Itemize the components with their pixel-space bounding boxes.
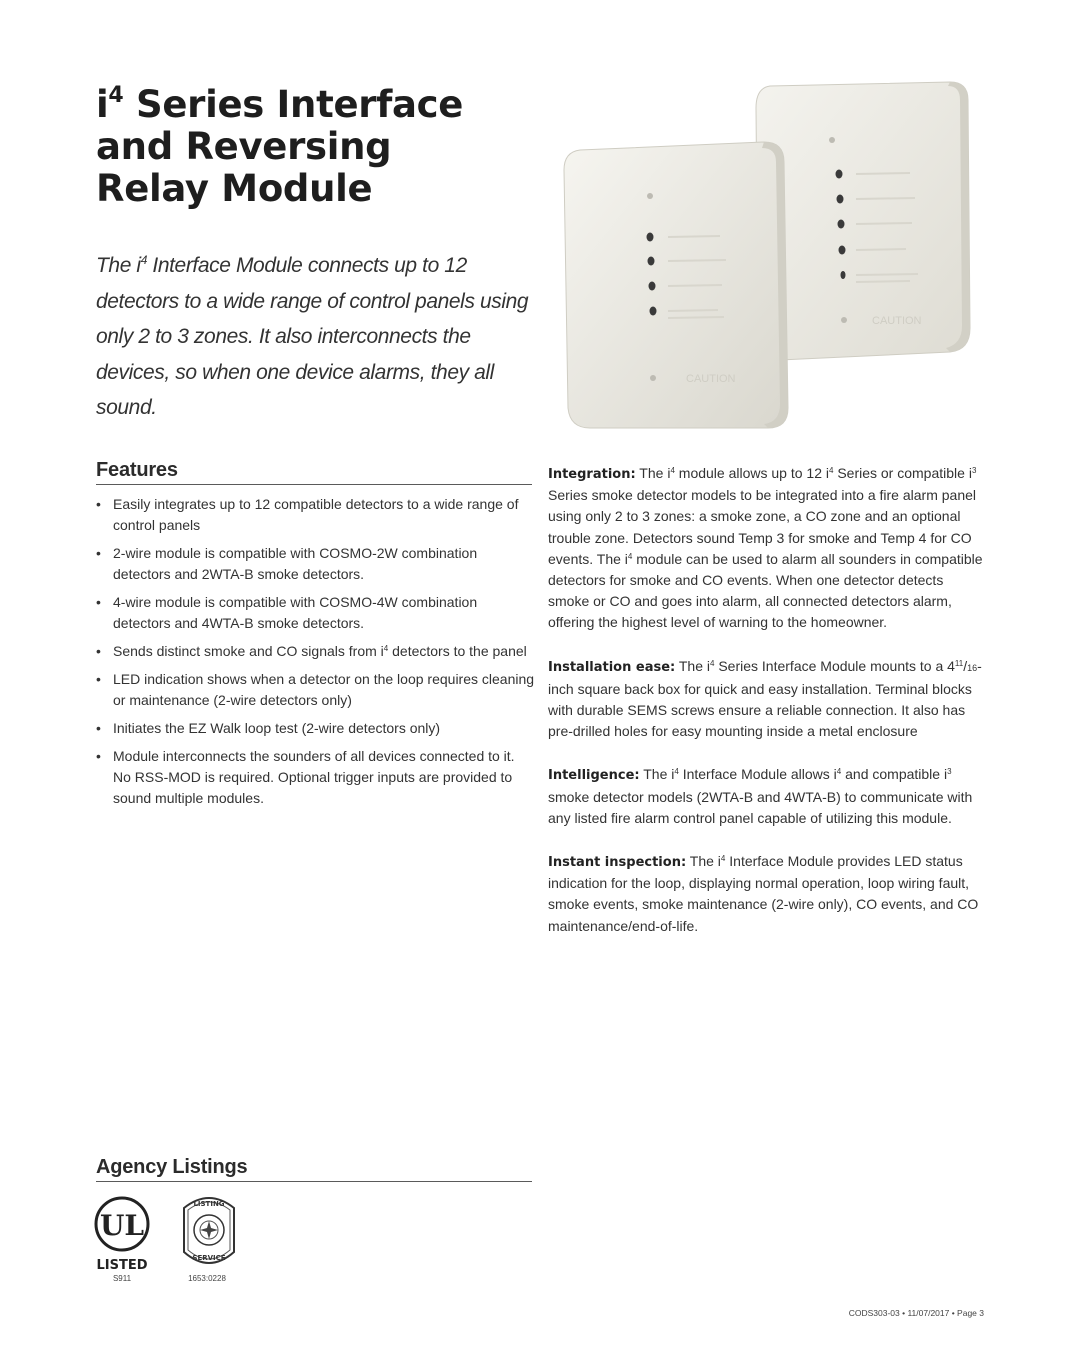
svg-text:LISTING: LISTING — [193, 1200, 225, 1208]
svg-text:LISTED: LISTED — [96, 1258, 148, 1273]
intro-paragraph: The $i^4$ Interface Module connects up to 12 detectors to a wide range of control panels using only 2 to 3 zones. It also interconnects the devices, so when one device alarms, they all sound. — [96, 253, 529, 419]
list-item: • Module interconnects the sounders of all devices connected to it. No RSS-MOD is required. Optional trigger inputs are provided to sound multiple modules. — [96, 748, 515, 806]
svg-text:UL: UL — [99, 1209, 145, 1242]
integration-paragraph: Integration: The $i^4$ module allows up to 12 $i^4$ Series or compatible $i^3$ Series smoke detector models to be integrated into a fire alarm panel using only 2 to 3 zones: a smoke zone, a CO zone and an optional trouble zone. Detectors sound Temp 3 for smoke and Temp 4 for CO events. The $i^4$ module can be used to alarm all sounders in compatible detectors for smoke and CO events. When one detector detects smoke or CO and goes into alarm, all connected detectors alarm, offering the highest level of warning to the homeowner. — [548, 465, 983, 631]
csfm-listing-seal — [178, 1190, 240, 1272]
back-module — [756, 82, 970, 360]
csfm-listing-number: 1653:0228 — [188, 1274, 226, 1283]
product-photo — [560, 78, 980, 438]
ul-listing-number: S911 — [112, 1274, 132, 1283]
list-item: • 2-wire module is compatible with COSMO-2W combination detectors and 2WTA-B smoke detectors. — [96, 545, 478, 582]
list-item: • Easily integrates up to 12 compatible detectors to a wide range of control panels — [96, 496, 519, 533]
list-item: • LED indication shows when a detector on the loop requires cleaning or maintenance (2-wire detectors only) — [96, 671, 535, 708]
svg-text:CAUTION: CAUTION — [872, 315, 922, 327]
features-heading: Features — [96, 459, 532, 485]
ul-listed-logo — [93, 1195, 151, 1273]
inspection-paragraph: Instant inspection: The $i^4$ Interface Module provides LED status indication for the loop, displaying normal operation, loop wiring fault, smoke events, smoke maintenance (2-wire only), CO events, and CO maintenance/end-of-life. — [548, 853, 979, 934]
list-item: • 4-wire module is compatible with COSMO-4W combination detectors and 4WTA-B smoke detectors. — [96, 594, 478, 631]
list-item: • Initiates the EZ Walk loop test (2-wire detectors only) — [96, 720, 441, 736]
front-module — [564, 142, 788, 428]
intelligence-paragraph: Intelligence: The $i^4$ Interface Module allows $i^4$ and compatible $i^3$ smoke detector models (2WTA-B and 4WTA-B) to communicate with any listed fire alarm control panel capable of utilizing this module. — [548, 766, 973, 826]
page-title: $i^4$ Series Interface and Reversing Relay Module — [96, 83, 464, 210]
page-footer: CODS303-03 • 11/07/2017 • Page 3 — [848, 1308, 984, 1318]
features-list — [96, 494, 536, 816]
svg-text:CAUTION: CAUTION — [686, 373, 736, 385]
agency-listings-heading: Agency Listings — [96, 1156, 532, 1182]
installation-paragraph: Installation ease: The $i^4$ Series Interface Module mounts to a $4^{11}/16$-inch square back box for quick and easy installation. Terminal blocks with durable SEMS screws ensure a reliable connection. It also has pre-drilled holes for easy mounting inside a metal enclosure — [548, 657, 982, 740]
details-column — [548, 463, 986, 959]
list-item: • Sends distinct smoke and CO signals from $i^4$ detectors to the panel — [96, 643, 527, 659]
svg-text:SERVICE: SERVICE — [192, 1254, 226, 1262]
